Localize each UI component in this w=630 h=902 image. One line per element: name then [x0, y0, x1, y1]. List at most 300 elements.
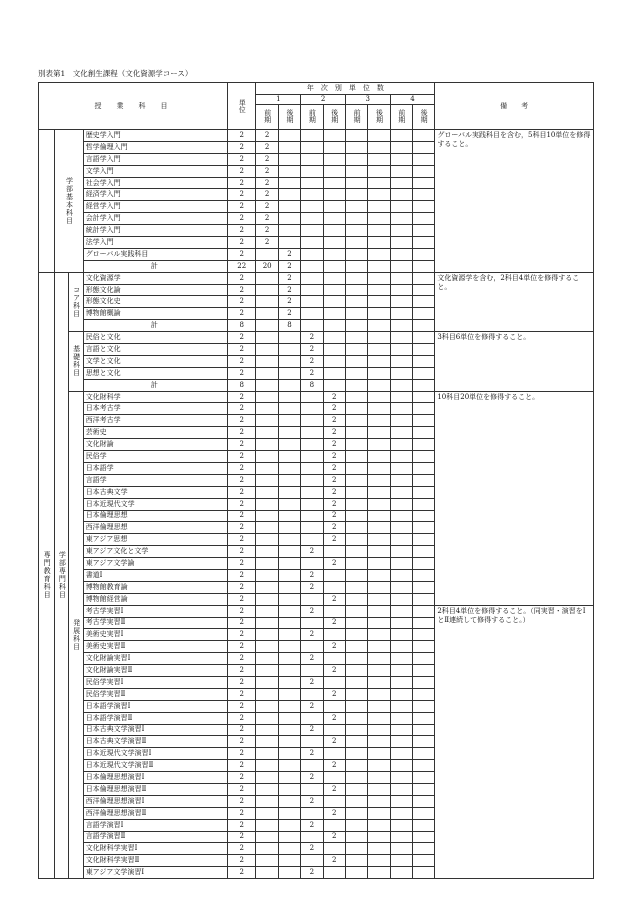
term-credit-cell [390, 403, 412, 415]
total-credit: 22 [228, 260, 256, 272]
credit-cell: 2 [228, 843, 256, 855]
term-credit-cell: 2 [256, 141, 278, 153]
term-credit-cell [412, 605, 434, 617]
term-credit-cell [368, 700, 390, 712]
credit-cell: 2 [228, 141, 256, 153]
term-credit-cell [345, 153, 367, 165]
term-credit-cell [278, 332, 300, 344]
term-credit-cell [368, 272, 390, 284]
term-credit-cell [390, 237, 412, 249]
term-credit-cell [256, 296, 278, 308]
term-credit-cell: 2 [323, 451, 345, 463]
term-credit-cell [390, 367, 412, 379]
term-credit-cell: 2 [256, 213, 278, 225]
term-credit-cell [301, 831, 323, 843]
term-credit-cell [256, 486, 278, 498]
subject-name: 形態文化論 [83, 284, 227, 296]
subject-name: 法学入門 [83, 237, 227, 249]
term-credit-cell [412, 593, 434, 605]
credit-cell: 2 [228, 332, 256, 344]
term-credit-cell [390, 772, 412, 784]
subject-name: 哲学倫理入門 [83, 141, 227, 153]
term-credit-cell [278, 558, 300, 570]
term-credit-cell [278, 629, 300, 641]
table-header [39, 83, 594, 130]
term-credit-cell [323, 248, 345, 260]
credit-cell: 2 [228, 415, 256, 427]
term-credit-cell [301, 783, 323, 795]
term-credit-cell [390, 332, 412, 344]
term-credit-cell: 2 [301, 795, 323, 807]
term-credit-cell [278, 213, 300, 225]
term-credit-cell: 2 [301, 569, 323, 581]
term-credit-cell [278, 736, 300, 748]
term-credit-cell [345, 653, 367, 665]
total-term-cell [390, 320, 412, 332]
subject-name: 文学と文化 [83, 355, 227, 367]
term-credit-cell [345, 522, 367, 534]
term-credit-cell [256, 783, 278, 795]
subject-name: 形態文化史 [83, 296, 227, 308]
term-credit-cell [278, 177, 300, 189]
term-credit-cell: 2 [323, 783, 345, 795]
term-credit-cell [412, 284, 434, 296]
term-credit-cell: 2 [301, 546, 323, 558]
term-credit-cell [323, 296, 345, 308]
term-credit-cell [278, 688, 300, 700]
term-credit-cell [412, 807, 434, 819]
term-credit-cell [412, 427, 434, 439]
term-credit-cell: 2 [301, 355, 323, 367]
term-credit-cell [278, 534, 300, 546]
term-credit-cell [323, 189, 345, 201]
total-term-cell [256, 379, 278, 391]
subject-name: 日本倫理思想 [83, 510, 227, 522]
term-credit-cell [256, 462, 278, 474]
term-credit-cell: 2 [301, 700, 323, 712]
term-credit-cell [345, 189, 367, 201]
term-credit-cell [256, 736, 278, 748]
term-credit-cell [278, 807, 300, 819]
term-credit-cell [412, 237, 434, 249]
subject-name: 言語学入門 [83, 153, 227, 165]
term-credit-cell: 2 [256, 201, 278, 213]
term-credit-cell [256, 415, 278, 427]
subject-name: グローバル実践科目 [83, 248, 227, 260]
term-credit-cell [278, 653, 300, 665]
term-credit-cell [278, 427, 300, 439]
term-credit-cell [278, 130, 300, 142]
credit-cell: 2 [228, 130, 256, 142]
term-credit-cell [368, 391, 390, 403]
term-credit-cell [256, 629, 278, 641]
term-credit-cell [412, 462, 434, 474]
subject-name: 美術史実習Ⅱ [83, 641, 227, 653]
category-hatten: 発展科目 [69, 391, 83, 879]
term-credit-cell: 2 [323, 688, 345, 700]
term-credit-cell: 2 [323, 712, 345, 724]
term-credit-cell [412, 688, 434, 700]
subject-name: 日本近現代文学演習Ⅰ [83, 748, 227, 760]
term-credit-cell [345, 724, 367, 736]
term-credit-cell [345, 665, 367, 677]
term-credit-cell: 2 [323, 486, 345, 498]
term-credit-cell [368, 558, 390, 570]
term-credit-cell [345, 439, 367, 451]
subject-name: 民俗学 [83, 451, 227, 463]
term-credit-cell [345, 617, 367, 629]
term-credit-cell [278, 569, 300, 581]
credit-cell: 2 [228, 165, 256, 177]
subject-name: 言語学演習Ⅰ [83, 819, 227, 831]
credit-cell: 2 [228, 272, 256, 284]
remarks-note: 3科目6単位を修得すること。 [435, 332, 594, 391]
remarks-note: グローバル実践科目を含む，5科目10単位を修得すること。 [435, 130, 594, 273]
term-credit-cell [412, 403, 434, 415]
term-credit-cell [278, 451, 300, 463]
term-credit-cell: 2 [323, 522, 345, 534]
term-credit-cell: 2 [323, 498, 345, 510]
credit-cell: 2 [228, 676, 256, 688]
term-credit-cell [368, 795, 390, 807]
term-credit-cell [390, 308, 412, 320]
term-credit-cell [256, 676, 278, 688]
subject-name: 思想と文化 [83, 367, 227, 379]
outer-blank [39, 130, 55, 273]
term-credit-cell [301, 153, 323, 165]
term-credit-cell [390, 641, 412, 653]
term-credit-cell: 2 [323, 736, 345, 748]
credit-cell: 2 [228, 498, 256, 510]
term-credit-cell [368, 783, 390, 795]
header-remarks: 備 考 [435, 83, 594, 130]
term-credit-cell [301, 439, 323, 451]
term-credit-cell: 2 [278, 248, 300, 260]
term-credit-cell [256, 665, 278, 677]
term-credit-cell [278, 867, 300, 879]
term-credit-cell [390, 165, 412, 177]
term-credit-cell [412, 153, 434, 165]
term-credit-cell [345, 855, 367, 867]
term-credit-cell: 2 [323, 760, 345, 772]
term-credit-cell [323, 225, 345, 237]
term-credit-cell [345, 843, 367, 855]
term-credit-cell [345, 510, 367, 522]
term-credit-cell [323, 332, 345, 344]
term-credit-cell [412, 332, 434, 344]
total-term-cell [412, 260, 434, 272]
term-credit-cell [390, 522, 412, 534]
term-credit-cell [345, 344, 367, 356]
term-credit-cell [412, 391, 434, 403]
subject-name: 民俗学実習Ⅱ [83, 688, 227, 700]
term-credit-cell [345, 498, 367, 510]
credit-cell: 2 [228, 688, 256, 700]
term-credit-cell: 2 [301, 581, 323, 593]
term-credit-cell [390, 510, 412, 522]
term-credit-cell: 2 [323, 665, 345, 677]
subject-name: 日本語学演習Ⅱ [83, 712, 227, 724]
subject-name: 経営学入門 [83, 201, 227, 213]
term-credit-cell [301, 189, 323, 201]
term-credit-cell [301, 593, 323, 605]
term-credit-cell [390, 130, 412, 142]
term-credit-cell [412, 736, 434, 748]
credit-cell: 2 [228, 855, 256, 867]
term-credit-cell [390, 415, 412, 427]
term-credit-cell [323, 141, 345, 153]
term-credit-cell [390, 474, 412, 486]
term-credit-cell [301, 534, 323, 546]
term-credit-cell [412, 165, 434, 177]
term-credit-cell [390, 855, 412, 867]
term-credit-cell: 2 [323, 855, 345, 867]
term-credit-cell: 2 [301, 772, 323, 784]
term-credit-cell: 2 [323, 617, 345, 629]
term-credit-cell [368, 676, 390, 688]
total-label: 計 [83, 320, 227, 332]
term-credit-cell [345, 248, 367, 260]
term-credit-cell [412, 641, 434, 653]
total-term-cell: 2 [278, 260, 300, 272]
term-credit-cell [368, 165, 390, 177]
term-credit-cell [368, 403, 390, 415]
term-credit-cell [256, 843, 278, 855]
credit-cell: 2 [228, 736, 256, 748]
term-credit-cell [278, 772, 300, 784]
total-term-cell [345, 320, 367, 332]
term-credit-cell [345, 355, 367, 367]
term-credit-cell [256, 724, 278, 736]
credit-cell: 2 [228, 795, 256, 807]
subject-name: 社会学入門 [83, 177, 227, 189]
subject-name: 考古学実習Ⅰ [83, 605, 227, 617]
term-credit-cell [256, 795, 278, 807]
term-credit-cell [345, 367, 367, 379]
credit-cell: 2 [228, 344, 256, 356]
term-credit-cell [256, 712, 278, 724]
term-credit-cell [390, 653, 412, 665]
term-credit-cell [278, 367, 300, 379]
credit-cell: 2 [228, 367, 256, 379]
term-credit-cell [256, 391, 278, 403]
term-credit-cell [412, 130, 434, 142]
term-credit-cell: 2 [301, 748, 323, 760]
term-credit-cell [301, 736, 323, 748]
credit-cell: 2 [228, 807, 256, 819]
term-credit-cell [412, 344, 434, 356]
subject-name: 美術史実習Ⅰ [83, 629, 227, 641]
total-term-cell [278, 379, 300, 391]
term-credit-cell: 2 [278, 308, 300, 320]
term-credit-cell [412, 177, 434, 189]
term-credit-cell [301, 141, 323, 153]
term-credit-cell: 2 [301, 653, 323, 665]
header-term-first: 前期 [390, 105, 412, 130]
term-credit-cell: 2 [256, 153, 278, 165]
term-credit-cell [345, 391, 367, 403]
term-credit-cell [390, 141, 412, 153]
term-credit-cell: 2 [256, 130, 278, 142]
term-credit-cell [412, 213, 434, 225]
table-body [39, 130, 594, 879]
total-term-cell [412, 379, 434, 391]
credit-cell: 2 [228, 653, 256, 665]
term-credit-cell [256, 700, 278, 712]
term-credit-cell [412, 355, 434, 367]
subject-name: 民俗学実習Ⅰ [83, 676, 227, 688]
subject-name: 博物館教育論 [83, 581, 227, 593]
term-credit-cell [278, 474, 300, 486]
credit-cell: 2 [228, 617, 256, 629]
term-credit-cell [278, 355, 300, 367]
term-credit-cell [278, 748, 300, 760]
table-row [39, 272, 594, 284]
credit-cell: 2 [228, 558, 256, 570]
term-credit-cell: 2 [323, 415, 345, 427]
term-credit-cell [278, 141, 300, 153]
term-credit-cell [256, 831, 278, 843]
credit-cell: 2 [228, 225, 256, 237]
term-credit-cell [256, 474, 278, 486]
term-credit-cell [301, 415, 323, 427]
term-credit-cell [256, 308, 278, 320]
term-credit-cell [368, 593, 390, 605]
credit-cell: 2 [228, 296, 256, 308]
term-credit-cell [368, 415, 390, 427]
credit-cell: 2 [228, 177, 256, 189]
term-credit-cell [345, 141, 367, 153]
term-credit-cell [390, 617, 412, 629]
term-credit-cell [301, 427, 323, 439]
credit-cell: 2 [228, 783, 256, 795]
term-credit-cell [368, 189, 390, 201]
term-credit-cell [368, 367, 390, 379]
subject-name: 文化財論 [83, 439, 227, 451]
remarks-note: 文化資源学を含む，2科目4単位を修得すること。 [435, 272, 594, 331]
credit-cell: 2 [228, 237, 256, 249]
term-credit-cell [278, 546, 300, 558]
term-credit-cell [345, 308, 367, 320]
term-credit-cell [278, 641, 300, 653]
term-credit-cell [390, 831, 412, 843]
term-credit-cell [278, 391, 300, 403]
term-credit-cell [345, 237, 367, 249]
term-credit-cell [256, 617, 278, 629]
term-credit-cell [301, 558, 323, 570]
term-credit-cell [368, 427, 390, 439]
term-credit-cell [412, 486, 434, 498]
term-credit-cell [323, 676, 345, 688]
term-credit-cell [345, 201, 367, 213]
term-credit-cell [368, 641, 390, 653]
term-credit-cell [278, 201, 300, 213]
term-credit-cell [412, 831, 434, 843]
term-credit-cell [345, 272, 367, 284]
term-credit-cell [390, 189, 412, 201]
term-credit-cell [256, 272, 278, 284]
term-credit-cell [345, 795, 367, 807]
term-credit-cell [323, 546, 345, 558]
term-credit-cell [301, 522, 323, 534]
term-credit-cell [390, 427, 412, 439]
header-year-4: 4 [390, 95, 435, 105]
term-credit-cell [345, 700, 367, 712]
term-credit-cell [412, 581, 434, 593]
term-credit-cell [323, 355, 345, 367]
subject-name: 文化財科学実習Ⅰ [83, 843, 227, 855]
term-credit-cell [323, 153, 345, 165]
term-credit-cell [256, 355, 278, 367]
term-credit-cell [278, 593, 300, 605]
term-credit-cell: 2 [323, 558, 345, 570]
term-credit-cell [256, 760, 278, 772]
term-credit-cell [345, 284, 367, 296]
term-credit-cell: 2 [323, 474, 345, 486]
term-credit-cell [256, 605, 278, 617]
subject-name: 経済学入門 [83, 189, 227, 201]
term-credit-cell [323, 367, 345, 379]
term-credit-cell [412, 534, 434, 546]
subject-name: 文化資源学 [83, 272, 227, 284]
term-credit-cell [412, 439, 434, 451]
term-credit-cell [323, 867, 345, 879]
category-senmon: 専門教育科目 [39, 272, 55, 878]
term-credit-cell [345, 130, 367, 142]
table-caption: 別表第1 文化創生課程（文化資源学コース） [38, 69, 193, 78]
term-credit-cell [390, 569, 412, 581]
term-credit-cell [301, 617, 323, 629]
credit-cell: 2 [228, 665, 256, 677]
term-credit-cell [368, 665, 390, 677]
term-credit-cell [278, 498, 300, 510]
term-credit-cell [368, 617, 390, 629]
term-credit-cell [345, 332, 367, 344]
term-credit-cell [278, 605, 300, 617]
credit-cell: 2 [228, 831, 256, 843]
category-gakubu-kiso: 学部基本科目 [55, 130, 83, 273]
term-credit-cell [256, 688, 278, 700]
credit-cell: 2 [228, 605, 256, 617]
term-credit-cell [412, 272, 434, 284]
term-credit-cell [368, 831, 390, 843]
term-credit-cell [368, 130, 390, 142]
credit-cell: 2 [228, 189, 256, 201]
term-credit-cell [278, 415, 300, 427]
term-credit-cell [301, 807, 323, 819]
term-credit-cell [256, 332, 278, 344]
subject-name: 文化財科学 [83, 391, 227, 403]
term-credit-cell [278, 225, 300, 237]
term-credit-cell [345, 629, 367, 641]
term-credit-cell [368, 201, 390, 213]
term-credit-cell [390, 748, 412, 760]
term-credit-cell [390, 486, 412, 498]
term-credit-cell [390, 665, 412, 677]
term-credit-cell [323, 344, 345, 356]
term-credit-cell [368, 248, 390, 260]
credit-cell: 2 [228, 474, 256, 486]
term-credit-cell [278, 510, 300, 522]
subject-name: 書道Ⅰ [83, 569, 227, 581]
category-kiso: 基礎科目 [69, 332, 83, 391]
term-credit-cell [412, 569, 434, 581]
term-credit-cell [345, 558, 367, 570]
term-credit-cell [301, 201, 323, 213]
term-credit-cell [278, 439, 300, 451]
term-credit-cell: 2 [323, 391, 345, 403]
term-credit-cell [390, 284, 412, 296]
